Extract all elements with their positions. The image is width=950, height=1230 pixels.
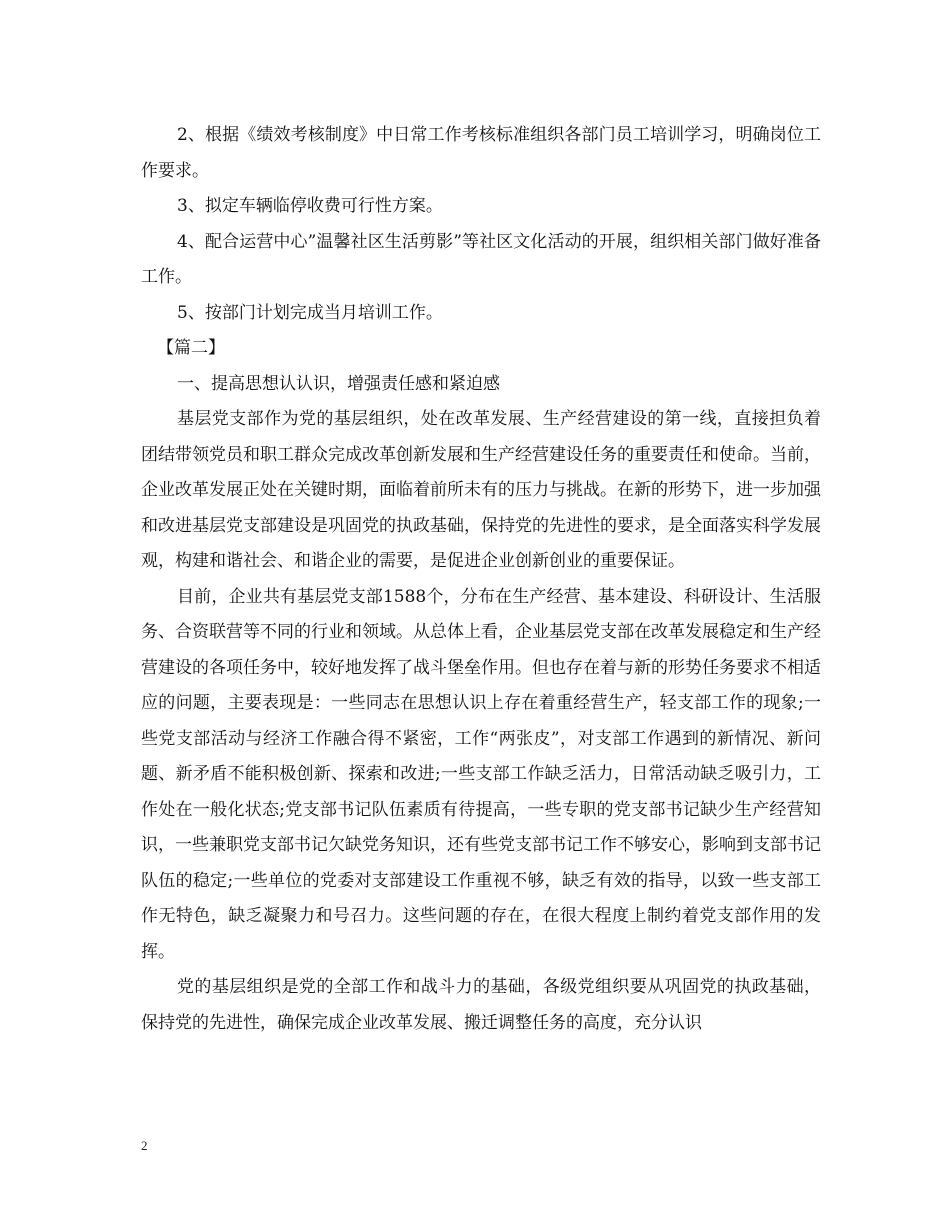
paragraph-item-5: 5、按部门计划完成当月培训工作。 [177, 302, 443, 323]
page-number: 2 [141, 1138, 148, 1153]
paragraph-item-3: 3、拟定车辆临停收费可行性方案。 [177, 196, 443, 216]
section-heading: 【篇二】 [157, 338, 225, 358]
paragraph-item-2: 2、根据《绩效考核制度》中日常工作考核标准组织各部门员工培训学习，明确岗位工作要求。 [141, 125, 821, 181]
body-paragraph: 基层党支部作为党的基层组织，处在改革发展、生产经营建设的第一线，直接担负着团结带领党员和职工群众完成改革创新发展和生产经营建设任务的重要责任和使命。当前，企业改革发展正处在关键时期，面临着前所未有的压力与挑战。在新的形势下，进一步加强和改进基层党支部建设是巩固党的执政基础，保持党的先进性的要求，是全面落实科学发展观，构建和谐社会、和谐企业的需要，是促进企业创新创业的重要保证。 [141, 409, 821, 571]
paragraph-item-4: 4、配合运营中心”温馨社区生活剪影”等社区文化活动的开展，组织相关部门做好准备工作。 [141, 231, 821, 287]
body-paragraph: 党的基层组织是党的全部工作和战斗力的基础，各级党组织要从巩固党的执政基础，保持党的先进性，确保完成企业改革发展、搬迁调整任务的高度，充分认识 [141, 977, 821, 1033]
document-body [141, 118, 821, 1041]
subsection-heading: 一、提高思想认认识，增强责任感和紧迫感 [177, 373, 500, 394]
body-paragraph: 目前，企业共有基层党支部1588个，分布在生产经营、基本建设、科研设计、生活服务、合资联营等不同的行业和领域。从总体上看，企业基层党支部在改革发展稳定和生产经营建设的各项任务中，较好地发挥了战斗堡垒作用。但也存在着与新的形势任务要求不相适应的问题，主要表现是：一些同志在思想认识上存在着重经营生产，轻支部工作的现象;一些党支部活动与经济工作融合得不紧密，工作“两张皮”，对支部工作遇到的新情况、新问题、新矛盾不能积极创新、探索和改进;一些支部工作缺乏活力，日常活动缺乏吸引力，工作处在一般化状态;党支部书记队伍素质有待提高，一些专职的党支部书记缺少生产经营知识，一些兼职党支部书记欠缺党务知识，还有些党支部书记工作不够安心，影响到支部书记队伍的稳定;一些单位的党委对支部建设工作重视不够，缺乏有效的指导，以致一些支部工作无特色，缺乏凝聚力和号召力。这些问题的存在，在很大程度上制约着党支部作用的发挥。 [141, 586, 821, 962]
